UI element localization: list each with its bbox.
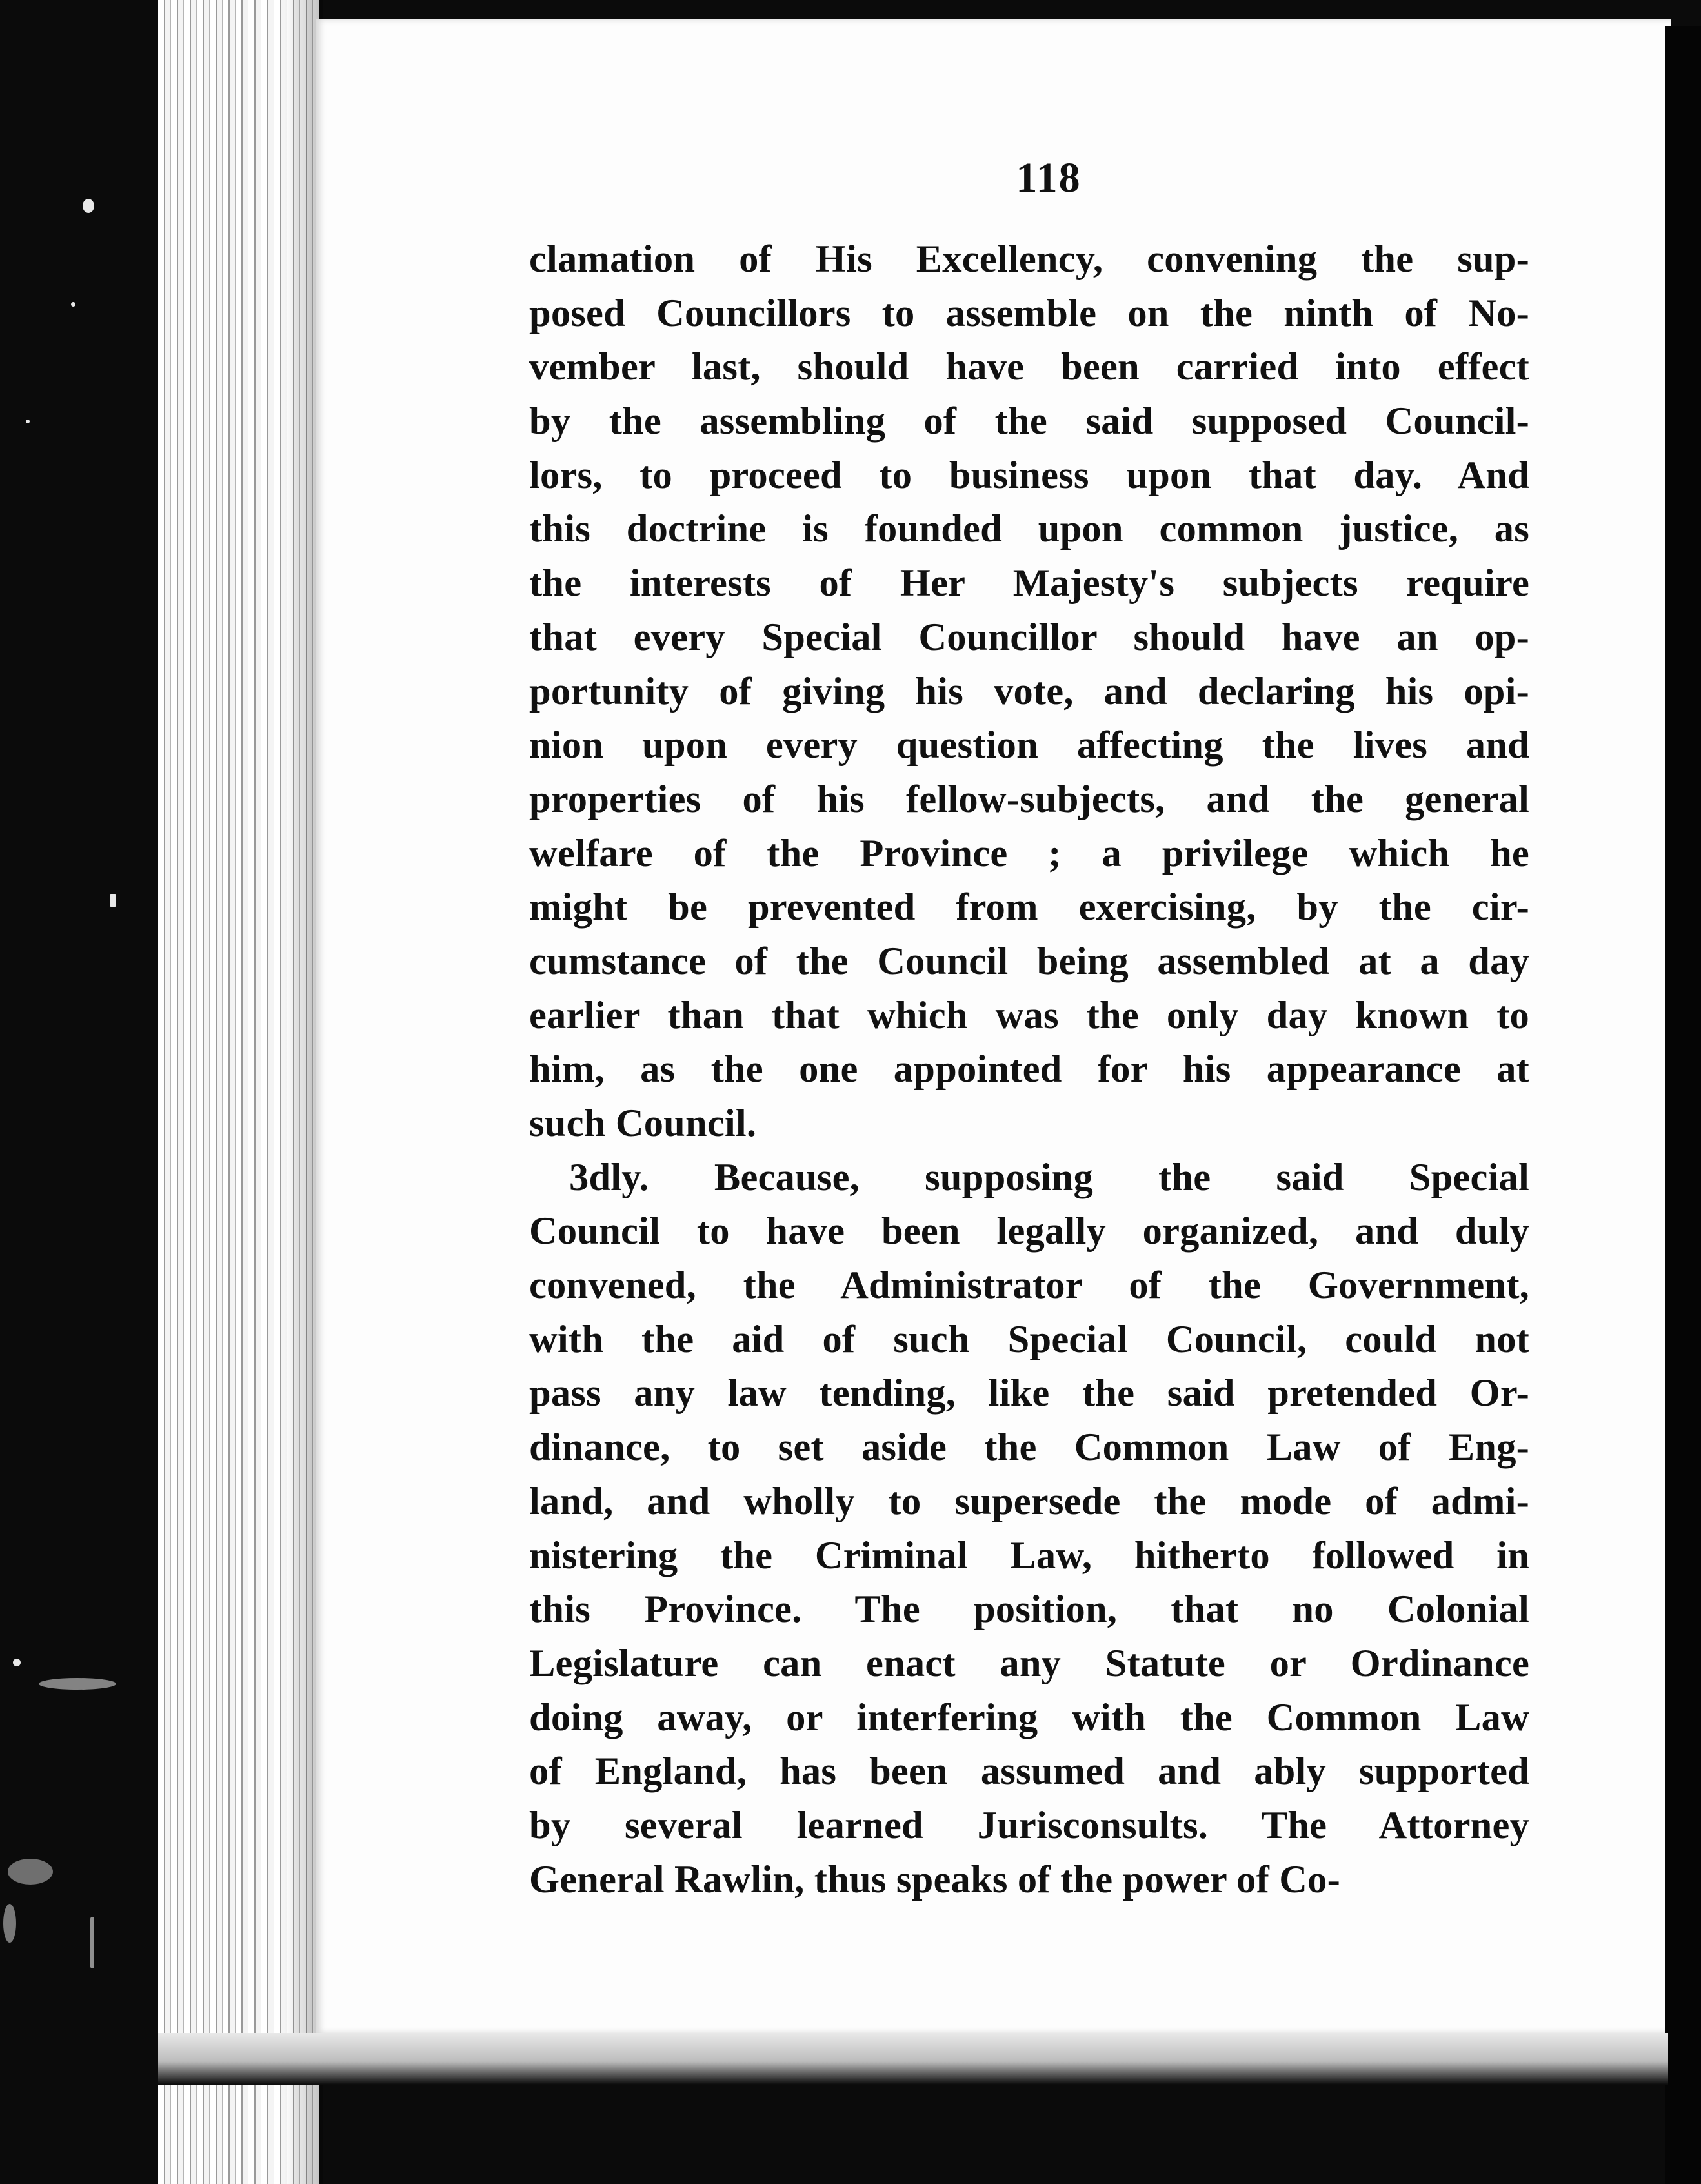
text-line: welfare of the Province ; a privilege which he bbox=[529, 831, 1529, 875]
text-line: land, and wholly to supersede the mode of admi- bbox=[529, 1479, 1529, 1523]
text-line: convened, the Administrator of the Government, bbox=[529, 1264, 1529, 1308]
text-line: lors, to proceed to business upon that day. And bbox=[529, 453, 1529, 497]
scan-speck bbox=[8, 1859, 53, 1885]
text-line: cumstance of the Council being assembled at a day bbox=[529, 939, 1529, 983]
text-line: posed Councillors to assemble on the ninth of No- bbox=[529, 291, 1529, 335]
body-text bbox=[529, 232, 1529, 1906]
text-line: that every Special Councillor should have an op- bbox=[529, 615, 1529, 659]
scan-speck bbox=[110, 894, 116, 907]
scan-speck bbox=[26, 420, 30, 423]
text-line: with the aid of such Special Council, could not bbox=[529, 1317, 1529, 1361]
text-line: General Rawlin, thus speaks of the power of Co- bbox=[529, 1857, 1340, 1901]
text-line: such Council. bbox=[529, 1102, 757, 1145]
text-line: properties of his fellow-subjects, and the general bbox=[529, 777, 1529, 821]
text-line: Legislature can enact any Statute or Ordinance bbox=[529, 1641, 1529, 1685]
text-line: by several learned Jurisconsults. The Attorney bbox=[529, 1803, 1529, 1847]
text-line: dinance, to set aside the Common Law of Eng- bbox=[529, 1426, 1529, 1470]
scan-speck bbox=[71, 302, 75, 307]
text-line: pass any law tending, like the said pretended Or- bbox=[529, 1371, 1529, 1415]
text-line: nistering the Criminal Law, hitherto followed in bbox=[529, 1533, 1529, 1577]
text-line: this doctrine is founded upon common justice, as bbox=[529, 507, 1529, 551]
book-page bbox=[316, 19, 1671, 2033]
text-line: clamation of His Excellency, convening the sup- bbox=[529, 238, 1529, 281]
text-line: him, as the one appointed for his appearance at bbox=[529, 1047, 1529, 1091]
right-page-edge bbox=[1665, 26, 1701, 2184]
text-line: of England, has been assumed and ably supported bbox=[529, 1750, 1529, 1794]
text-line: nion upon every question affecting the lives and bbox=[529, 723, 1529, 767]
text-line: doing away, or interfering with the Common Law bbox=[529, 1695, 1529, 1739]
bottom-page-fold bbox=[158, 2033, 1668, 2085]
scan-speck bbox=[3, 1904, 16, 1943]
text-line: 3dly. Because, supposing the said Special bbox=[569, 1155, 1529, 1199]
text-line: Council to have been legally organized, and duly bbox=[529, 1209, 1529, 1253]
text-line: the interests of Her Majesty's subjects require bbox=[529, 561, 1529, 605]
scan-speck bbox=[39, 1678, 116, 1690]
text-line: might be prevented from exercising, by the cir- bbox=[529, 885, 1529, 929]
text-line: portunity of giving his vote, and declaring his opi- bbox=[529, 669, 1529, 713]
text-line: by the assembling of the said supposed Council- bbox=[529, 399, 1529, 443]
text-line: earlier than that which was the only day known to bbox=[529, 993, 1529, 1037]
page-number: 118 bbox=[1016, 154, 1082, 201]
scan-speck bbox=[83, 199, 94, 213]
scan-speck bbox=[90, 1917, 94, 1968]
text-line: vember last, should have been carried into effect bbox=[529, 345, 1529, 389]
scan-speck bbox=[13, 1659, 21, 1666]
text-line: this Province. The position, that no Colonial bbox=[529, 1588, 1529, 1632]
